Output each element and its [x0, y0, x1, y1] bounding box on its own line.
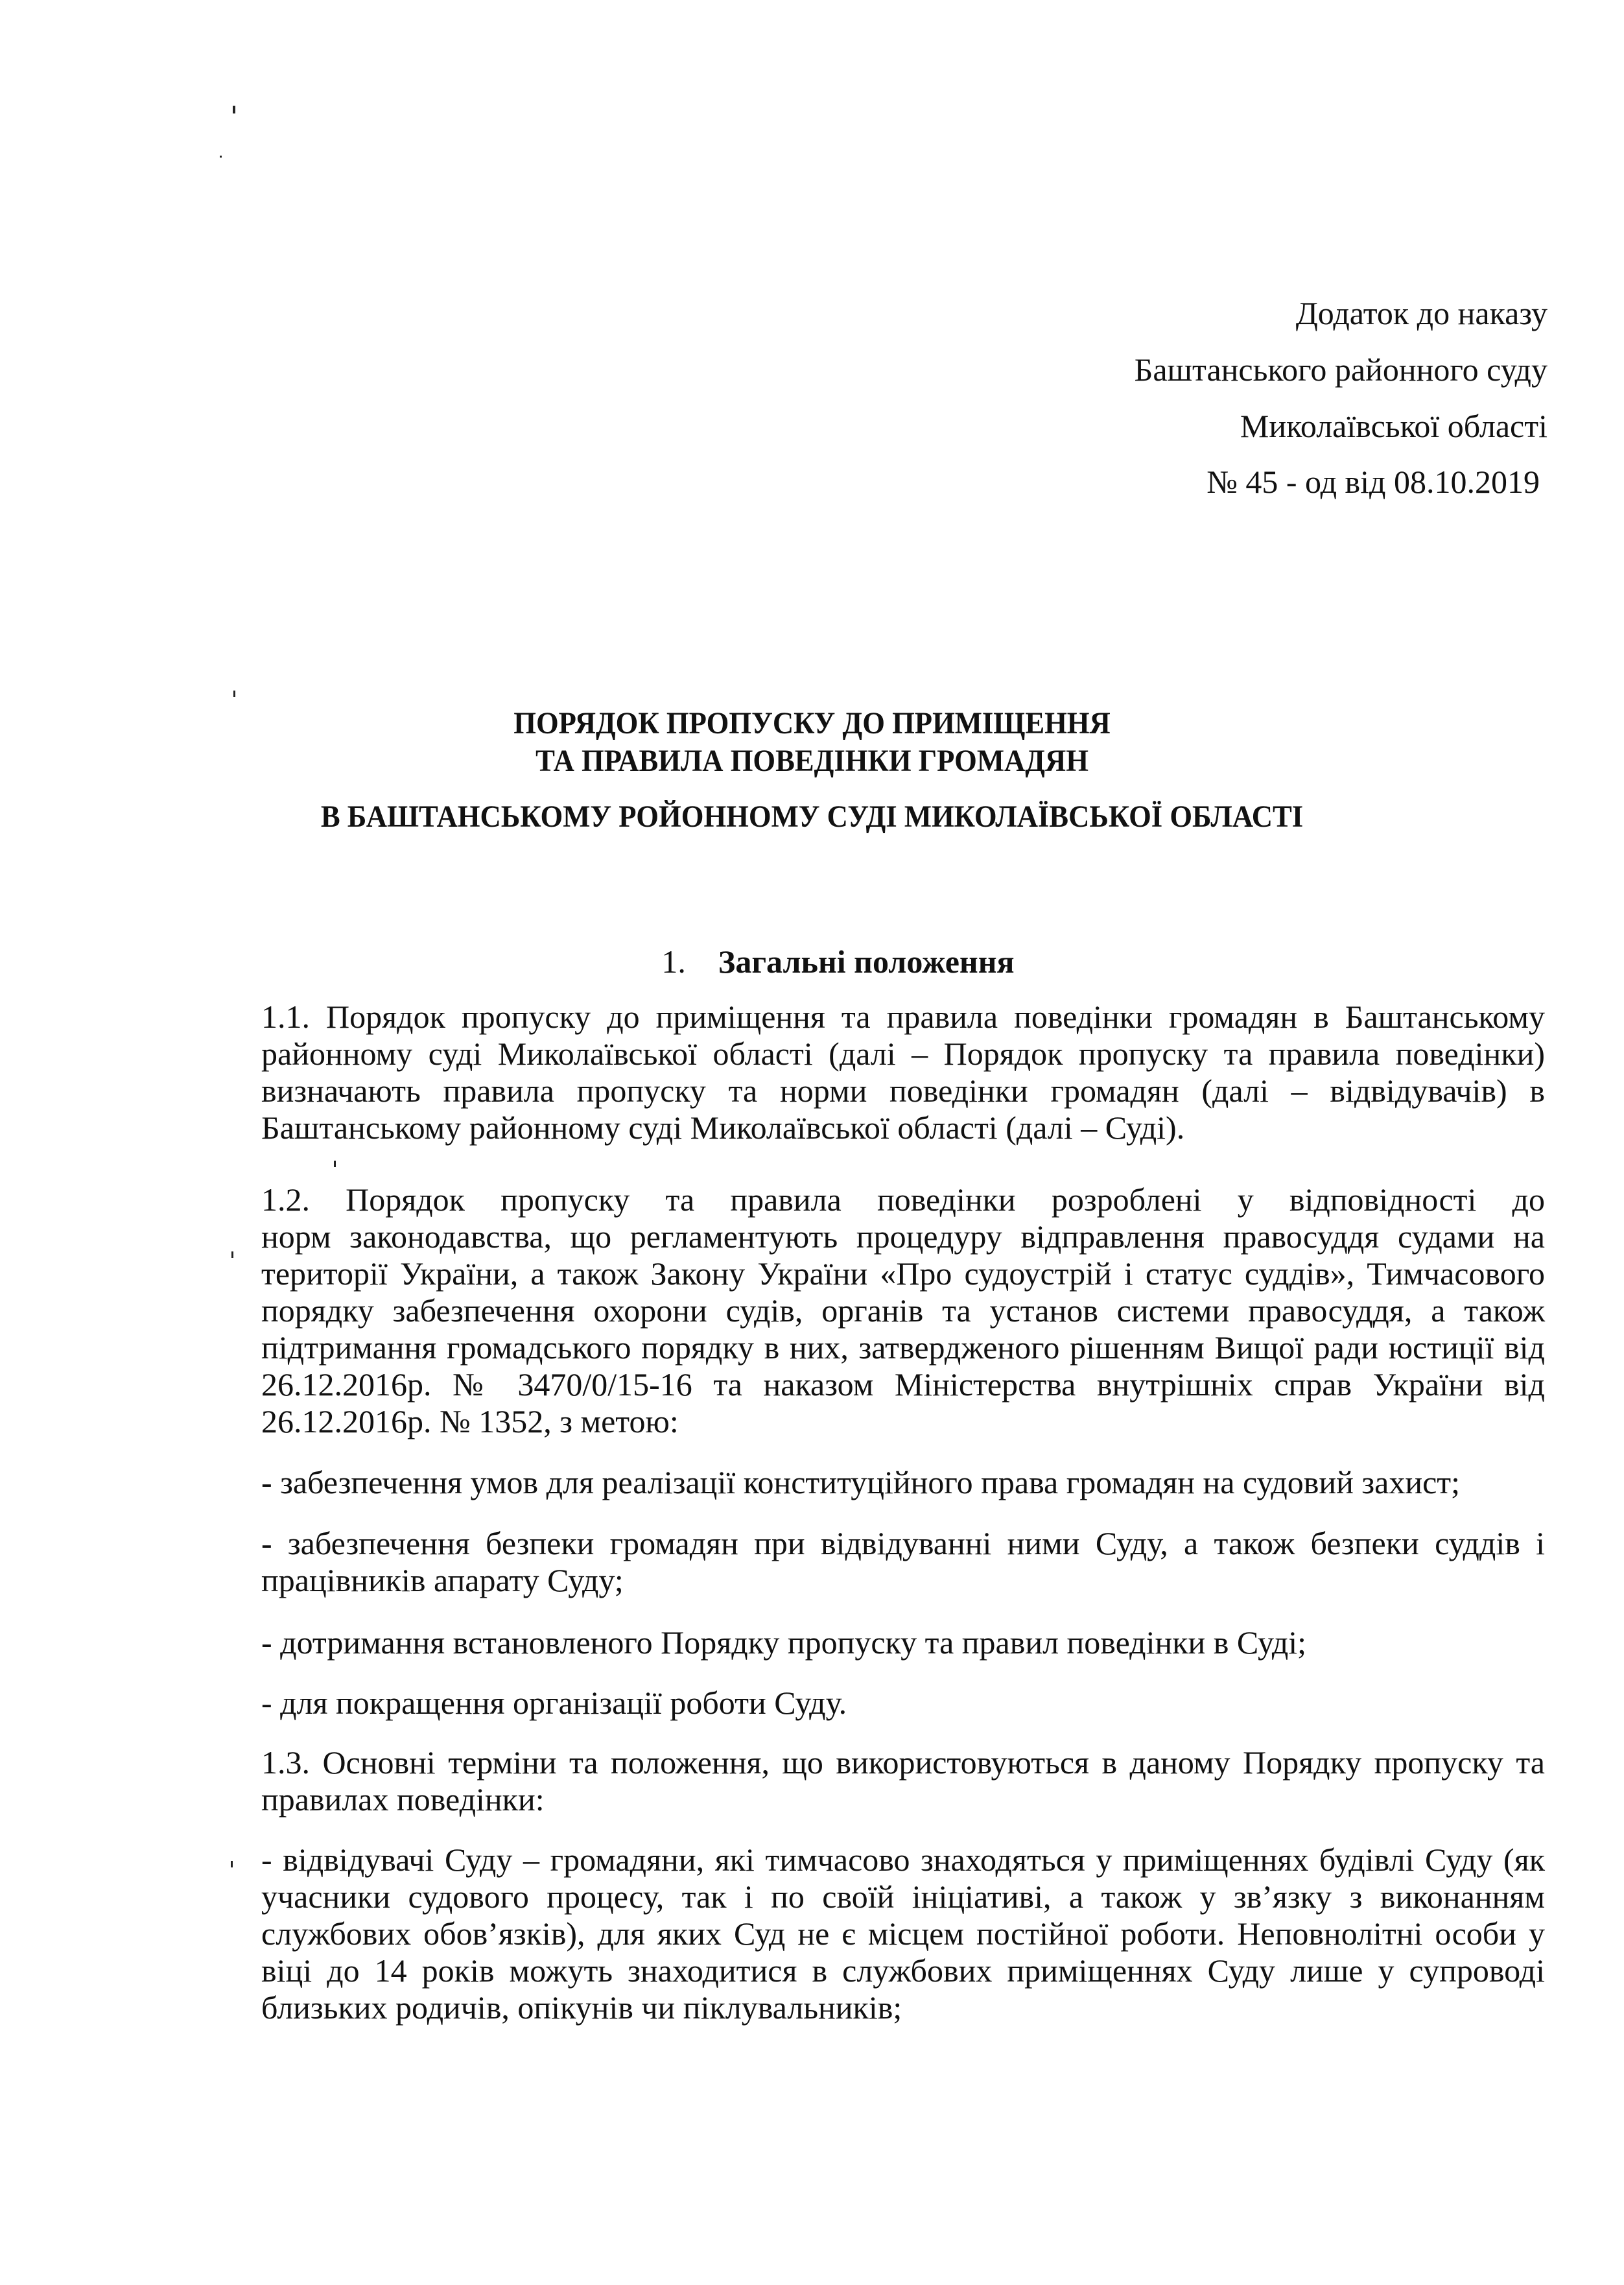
paragraph-line: 1.3. Основні терміни та положення, що використовуються в даному Порядку пропуску та — [261, 1744, 1545, 1781]
annex-line-1: Додаток до наказу — [1295, 295, 1548, 331]
paragraph-line: - відвідувачі Суду – громадяни, які тимчасово знаходяться у приміщеннях будівлі Суду (як — [261, 1841, 1545, 1878]
paragraph-line: учасники судового процесу, так і по своїй ініціативі, а також у зв’язку з виконанням — [261, 1878, 1545, 1915]
paragraph-line: Баштанському районному суді Миколаївської області (далі – Суді). — [261, 1109, 1185, 1146]
scan-speck — [220, 156, 222, 158]
bullet-item — [261, 1525, 1545, 1599]
paragraph-line: 26.12.2016р. № 3470/0/15-16 та наказом Міністерства внутрішніх справ України від — [261, 1366, 1545, 1403]
scan-speck — [231, 1251, 233, 1258]
paragraph-line: віці до 14 років можуть знаходитися в службових приміщеннях Суду лише у супроводі — [261, 1952, 1545, 1989]
bullet-line: працівників апарату Суду; — [261, 1562, 624, 1598]
paragraph-line: визначають правила пропуску та норми поведінки громадян (далі – відвідувачів) в — [261, 1072, 1545, 1109]
document-title-line-2: ТА ПРАВИЛА ПОВЕДІНКИ ГРОМАДЯН — [535, 744, 1089, 778]
paragraph-1-2 — [261, 1181, 1545, 1440]
annex-line-2: Баштанського районного суду — [1134, 351, 1548, 388]
bullet-line: - дотримання встановленого Порядку пропуску та правил поведінки в Суді; — [261, 1624, 1307, 1661]
bullet-item — [261, 1685, 1545, 1722]
annex-line-4: № 45 - од від 08.10.2019 — [1206, 464, 1540, 500]
section-heading — [26, 945, 1624, 978]
paragraph-line: близьких родичів, опікунів чи піклувальників; — [261, 1989, 902, 2026]
document-title-line-3: В БАШТАНСЬКОМУ РОЙОННОМУ СУДІ МИКОЛАЇВСЬКОЇ ОБЛАСТІ — [320, 799, 1304, 834]
section-number: 1. — [661, 943, 686, 980]
scan-speck — [233, 106, 235, 113]
paragraph-line: підтримання громадського порядку в них, затвердженого рішенням Вищої ради юстиції від — [261, 1329, 1545, 1366]
paragraph-line: території України, а також Закону України «Про судоустрій і статус суддів», Тимчасового — [261, 1255, 1545, 1292]
paragraph-visitors-definition — [261, 1841, 1545, 2026]
bullet-line: - забезпечення безпеки громадян при відвідуванні ними Суду, а також безпеки суддів і — [261, 1525, 1545, 1561]
bullet-item — [261, 1464, 1545, 1501]
paragraph-line: 1.2. Порядок пропуску та правила поведінки розроблені у відповідності до — [261, 1181, 1545, 1218]
section-title: Загальні положення — [718, 943, 1015, 980]
bullet-item — [261, 1624, 1545, 1661]
document-title-line-1: ПОРЯДОК ПРОПУСКУ ДО ПРИМІЩЕННЯ — [513, 706, 1111, 740]
scan-speck — [334, 1161, 336, 1167]
paragraph-line: порядку забезпечення охорони судів, органів та установ системи правосуддя, а також — [261, 1292, 1545, 1329]
scan-speck — [231, 1861, 233, 1867]
bullet-line: - для покращення організації роботи Суду. — [261, 1685, 847, 1721]
paragraph-1-3 — [261, 1744, 1545, 1818]
paragraph-line: районному суді Миколаївської області (далі – Порядок пропуску та правила поведінки) — [261, 1036, 1545, 1072]
annex-line-3: Миколаївської області — [1240, 408, 1548, 444]
paragraph-line: 1.1. Порядок пропуску до приміщення та правила поведінки громадян в Баштанському — [261, 999, 1545, 1035]
paragraph-line: 26.12.2016р. № 1352, з метою: — [261, 1403, 679, 1439]
paragraph-1-1 — [261, 999, 1545, 1146]
paragraph-line: правилах поведінки: — [261, 1781, 545, 1817]
paragraph-line: службових обов’язків), для яких Суд не є місцем постійної роботи. Неповнолітні особи у — [261, 1915, 1545, 1952]
bullet-line: - забезпечення умов для реалізації конституційного права громадян на судовий захист; — [261, 1464, 1461, 1500]
scan-speck — [233, 691, 235, 697]
paragraph-line: норм законодавства, що регламентують процедуру відправлення правосуддя судами на — [261, 1218, 1545, 1255]
